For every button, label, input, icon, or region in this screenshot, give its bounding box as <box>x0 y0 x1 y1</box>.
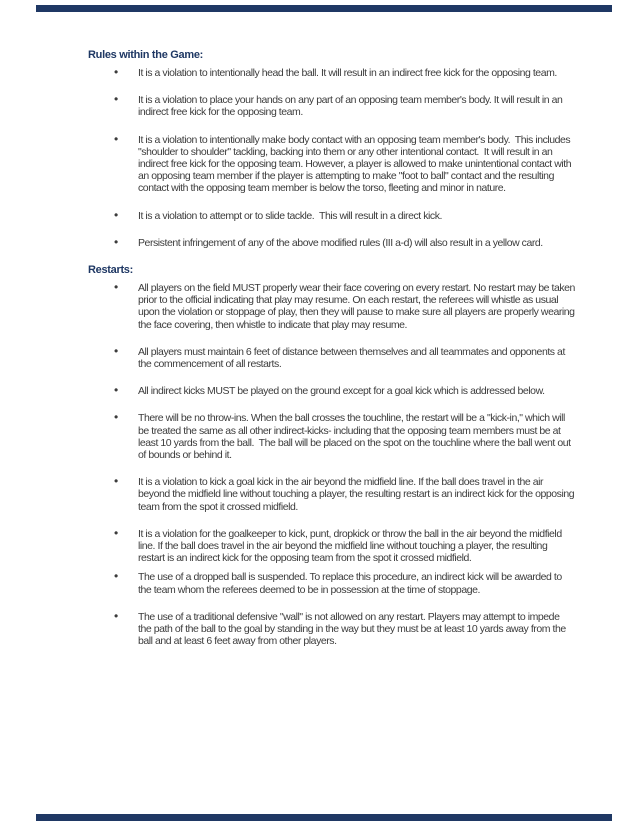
list-item: • All players on the field MUST properly wear their face covering on every restart. No restart may be taken prior to the official indicating that play may resume. On each restart, the referees will whistle as usual upon the violation or stoppage of play, then they will pause to make sure all players are properly wearing the face covering, then whistle to indicate that play may resume. <box>88 282 575 331</box>
list-item: • There will be no throw-ins. When the ball crosses the touchline, the restart will be a "kick-in," which will be treated the same as all other indirect-kicks- including that the opposing team members must be at least 10 yards from the ball. The ball will be placed on the spot on the touchline where the ball went out of bounds or behind it. <box>88 412 575 461</box>
list-item: • The use of a traditional defensive "wall" is not allowed on any restart. Players may attempt to impede the path of the ball to the goal by standing in the way but they must be at least 10 yards away from the ball and at least 6 feet away from other players. <box>88 611 575 648</box>
page-header-rule <box>36 5 612 12</box>
list-item: • It is a violation to intentionally make body contact with an opposing team member's body. This includes "shoulder to shoulder" tackling, backing into them or any other intentional contact. It will result in an indirect free kick for the opposing team. However, a player is allowed to make unintentional contact with an opposing team member if the player is attempting to make "foot to ball" contact and the resulting contact with the opposing team member is below the torso, fleeting and minor in nature. <box>88 134 575 195</box>
document-content <box>88 49 588 663</box>
section-heading: Restarts: <box>88 264 133 277</box>
rules-section <box>88 264 588 647</box>
list-item: • It is a violation to kick a goal kick in the air beyond the midfield line. If the ball does travel in the air beyond the midfield line without touching a player, the resulting restart is an indirect kick for the opposing team from the spot it crossed midfield. <box>88 476 575 513</box>
section-heading: Rules within the Game: <box>88 49 204 61</box>
list-item: • Persistent infringement of any of the above modified rules (III a-d) will also result in a yellow card. <box>88 237 575 249</box>
rules-section <box>88 49 588 249</box>
list-item: • It is a violation to place your hands on any part of an opposing team member's body. It will result in an indirect free kick for the opposing team. <box>88 94 575 118</box>
page-footer-rule <box>36 814 612 821</box>
list-item: • It is a violation to intentionally head the ball. It will result in an indirect free kick for the opposing team. <box>88 67 575 79</box>
list-item: • All indirect kicks MUST be played on the ground except for a goal kick which is addressed below. <box>88 385 575 397</box>
list-item: • All players must maintain 6 feet of distance between themselves and all teammates and opponents at the commencement of all restarts. <box>88 346 575 370</box>
list-item: • The use of a dropped ball is suspended. To replace this procedure, an indirect kick will be awarded to the team whom the referees deemed to be in possession at the time of stoppage. <box>88 571 575 595</box>
list-item: • It is a violation for the goalkeeper to kick, punt, dropkick or throw the ball in the air beyond the midfield line. If the ball does travel in the air beyond the midfield line without touching a player, the resulting restart is an indirect kick for the opposing team from the spot it crossed midfield. <box>88 528 575 565</box>
bullet-list <box>88 67 588 249</box>
list-item: • It is a violation to attempt or to slide tackle. This will result in a direct kick. <box>88 210 575 222</box>
bullet-list <box>88 282 588 647</box>
